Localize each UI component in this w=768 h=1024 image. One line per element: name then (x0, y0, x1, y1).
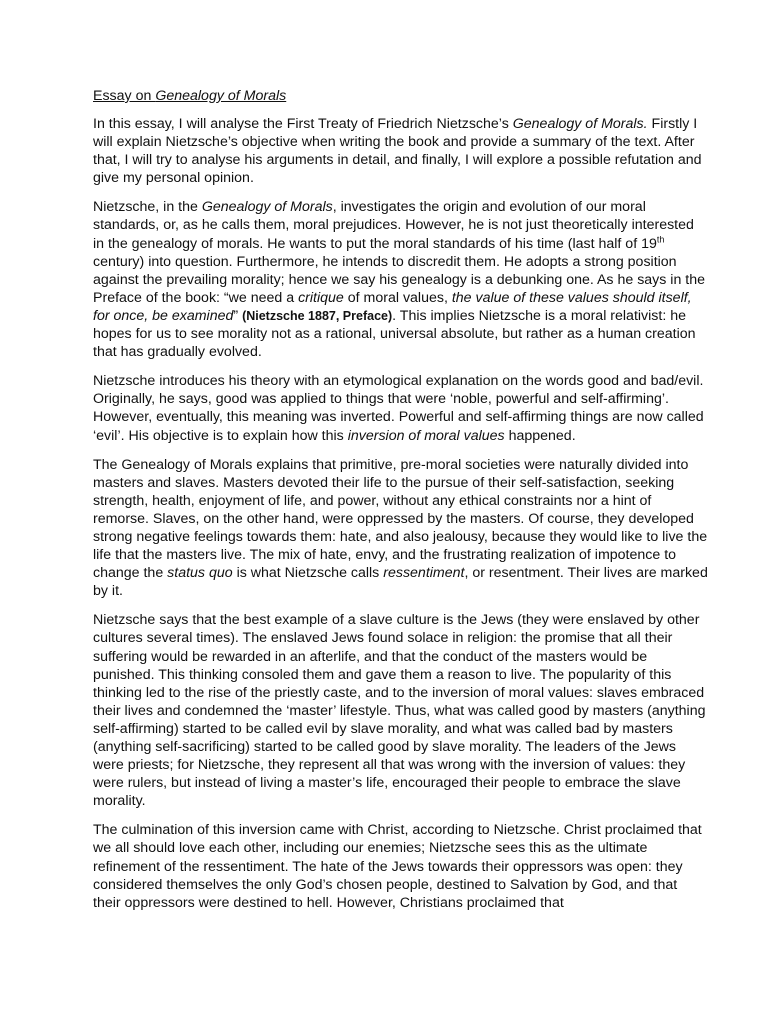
p2-citation: (Nietzsche 1887, Preface) (242, 308, 393, 323)
paragraph-5: Nietzsche says that the best example of a slave culture is the Jews (they were enslaved by other cultures several times). The enslaved Jews found solace in religion: the promise that all their suffering would be rewarded in an afterlife, and that the conduct of the masters would be punished. This thinking consoled them and gave them a reason to live. The popularity of this thinking led to the rise of the priestly caste, and to the inversion of moral values: slaves embraced their lives and condemned the ‘master’ lifestyle. Thus, what was called good by masters (anything self-affirming) started to be called evil by slave morality, and what was called bad by masters (anything self-sacrificing) started to be called good by slave morality. The leaders of the Jews were priests; for Nietzsche, they represent all that was wrong with the inversion of values: they were rulers, but instead of living a master’s life, encouraged their people to embrace the slave morality. (93, 612, 706, 810)
paragraph-4 (93, 456, 708, 601)
p2-superscript: th (656, 233, 665, 244)
p2-text-i: . This implies Nietzsche is a moral relativist: he hopes for us to see morality not as a rational, universal absolute, but rather as a human creation that has gradually evolved. (93, 307, 696, 361)
p2-italic-g: the value of these values should itself, for once, be examined (93, 289, 692, 324)
paragraph-6: The culmination of this inversion came with Christ, according to Nietzsche. Christ proclaimed that we all should love each other, including our enemies; Nietzsche sees this as the ultimate refinement of the ressentiment. The hate of the Jews towards their oppressors was open: they considered themselves the only God’s chosen people, destined to Salvation by God, and that their oppressors were destined to hell. However, Christians proclaimed that (93, 822, 702, 911)
essay-title (93, 87, 708, 105)
p1-text-a: In this essay, I will analyse the First Treaty of Friedrich Nietzsche’s (93, 116, 513, 132)
p1-italic-b: Genealogy of Morals. (512, 116, 648, 132)
p2-text-f: of moral values, (343, 289, 452, 306)
p4-text-e: , or resentment. Their lives are marked by it. (93, 565, 708, 600)
paragraph-1 (93, 115, 708, 187)
p3-text-c: happened. (504, 427, 576, 444)
p4-text-c: is what Nietzsche calls (232, 565, 384, 582)
p4-italic-d: ressentiment (383, 565, 465, 582)
p1-text-c: Firstly I will explain Nietzsche’s objective when writing the book and provide a summary of the text. After that, I will try to analyse his arguments in detail, and finally, I will explore a possible refutation and give my personal opinion. (93, 116, 702, 187)
p2-text-d: century) into question. Furthermore, he intends to discredit them. He adopts a strong position against the prevailing morality; hence we say his genealogy is a debunking one. As he says in the Preface of the book: “we need a (93, 253, 706, 306)
title-italic: Genealogy of Morals (155, 88, 287, 104)
p3-italic-b: inversion of moral values (347, 427, 505, 444)
p2-text-h: ” (233, 307, 243, 324)
p2-text-a: Nietzsche, in the (93, 199, 202, 216)
p4-text-a: The Genealogy of Morals explains that primitive, pre-moral societies were naturally divided into masters and slaves. Masters devoted their life to the pursue of their self-satisfaction, seeking strength, health, enjoyment of life, and power, without any ethical constraints nor a hint of remorse. Slaves, on the other hand, were oppressed by the masters. Of course, they developed strong negative feelings towards them: hate, and also jealousy, because they would like to live the life that the masters live. The mix of hate, envy, and the frustrating realization of impotence to change the (93, 456, 708, 582)
paragraph-2 (93, 198, 708, 361)
title-prefix: Essay on (93, 88, 156, 104)
p2-italic-b: Genealogy of Morals (201, 199, 333, 216)
p2-italic-e: critique (298, 289, 344, 306)
p2-text-c: , investigates the origin and evolution of our moral standards, or, as he calls them, moral prejudices. However, he is not just theoretically interested in the genealogy of morals. He wants to put the moral standards of his time (last half of 19 (93, 199, 694, 252)
p4-italic-b: status quo (167, 565, 233, 582)
paragraph-3 (93, 372, 708, 444)
p3-text-a: Nietzsche introduces his theory with an etymological explanation on the words good and bad/evil. Originally, he says, good was applied to things that were ‘noble, powerful and self-affirming’. However, eventually, this meaning was inverted. Powerful and self-affirming things are now called ‘evil’. His objective is to explain how this (93, 373, 704, 444)
